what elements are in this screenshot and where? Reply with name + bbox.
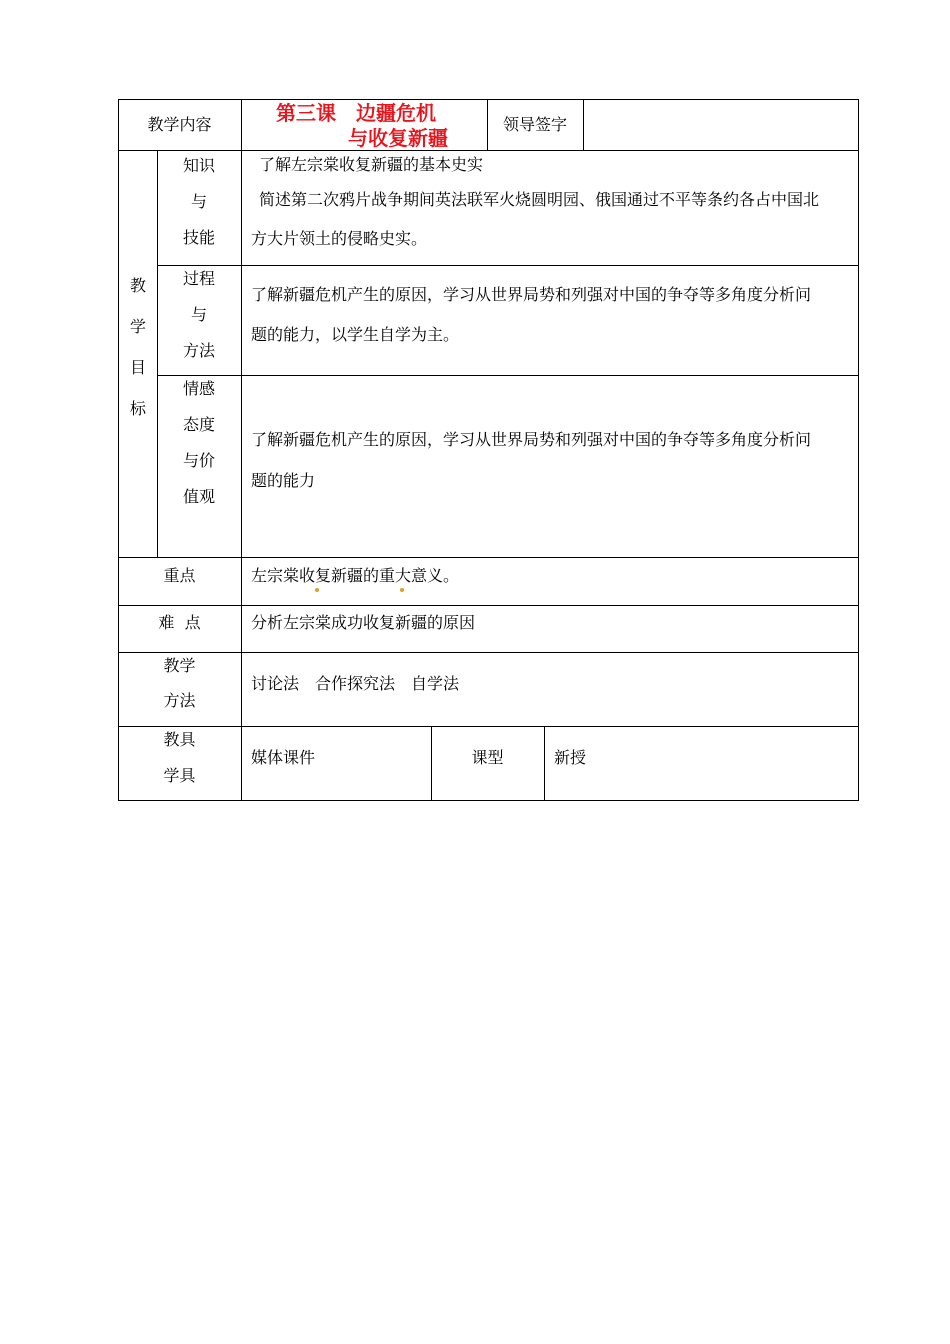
- process-label: 与: [190, 305, 207, 324]
- table-border: [583, 99, 584, 151]
- table-border: [858, 99, 859, 801]
- table-border: [157, 265, 859, 266]
- signature-label: 领导签字: [502, 115, 567, 134]
- method-value: 讨论法 合作探究法 自学法: [251, 674, 460, 693]
- edit-mark-dot: [400, 588, 404, 592]
- process-label: 过程: [182, 269, 215, 288]
- knowledge-text-line: 方大片领土的侵略史实。: [251, 229, 428, 248]
- knowledge-label: 知识: [182, 156, 215, 175]
- lesson-title-line2: 与收复新疆: [348, 126, 448, 150]
- process-text-line: 了解新疆危机产生的原因，学习从世界局势和列强对中国的争夺等多角度分析问: [251, 285, 812, 304]
- content-label: 教学内容: [147, 115, 212, 134]
- method-label: 方法: [163, 691, 196, 710]
- table-border: [118, 652, 859, 653]
- emotion-label: 态度: [182, 415, 215, 434]
- objectives-label-char: 目: [129, 358, 146, 377]
- table-border: [118, 605, 859, 606]
- table-border: [118, 726, 859, 727]
- table-border: [118, 800, 859, 801]
- emotion-label: 与价: [182, 451, 215, 470]
- lesson-type-value: 新授: [554, 748, 587, 767]
- table-border: [157, 375, 859, 376]
- tools-label: 教具: [163, 730, 196, 749]
- tools-label: 学具: [163, 766, 196, 785]
- knowledge-label: 与: [190, 192, 207, 211]
- objectives-label-char: 标: [129, 399, 146, 418]
- emotion-label: 值观: [182, 487, 215, 506]
- table-border: [118, 99, 859, 100]
- objectives-label-char: 教: [129, 276, 146, 295]
- edit-mark-dot: [315, 588, 319, 592]
- emotion-label: 情感: [182, 379, 215, 398]
- key-point-value: 左宗棠收复新疆的重大意义。: [251, 566, 460, 585]
- process-label: 方法: [182, 341, 215, 360]
- table-border: [241, 150, 242, 801]
- key-point-label: 重点: [163, 566, 196, 585]
- table-border: [544, 726, 545, 801]
- table-border: [118, 557, 859, 558]
- tools-value: 媒体课件: [251, 748, 316, 767]
- process-text-line: 题的能力，以学生自学为主。: [251, 325, 460, 344]
- difficulty-value: 分析左宗棠成功收复新疆的原因: [251, 613, 476, 632]
- lesson-title-line1: 第三课 边疆危机: [276, 101, 436, 125]
- emotion-text-line: 了解新疆危机产生的原因，学习从世界局势和列强对中国的争夺等多角度分析问: [251, 430, 812, 449]
- knowledge-label: 技能: [182, 228, 215, 247]
- method-label: 教学: [163, 656, 196, 675]
- emotion-text-line: 题的能力: [251, 471, 316, 490]
- table-border: [241, 99, 242, 151]
- knowledge-text-line: 了解左宗棠收复新疆的基本史实: [259, 155, 484, 174]
- objectives-label-char: 学: [129, 317, 146, 336]
- lesson-type-label: 课型: [471, 748, 504, 767]
- difficulty-label: 难 点: [158, 613, 201, 632]
- knowledge-text-line: 简述第二次鸦片战争期间英法联军火烧圆明园、俄国通过不平等条约各占中国北: [259, 190, 820, 209]
- table-border: [118, 150, 859, 151]
